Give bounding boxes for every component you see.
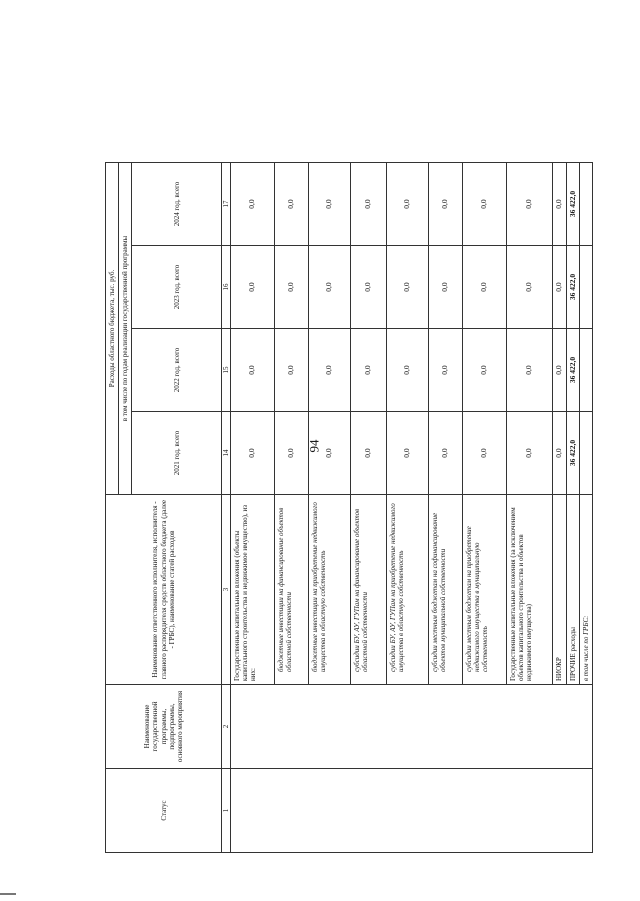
column-index: 17 — [222, 162, 231, 245]
value-cell: 0,0 — [553, 246, 567, 329]
row-label: НИОКР — [553, 495, 567, 685]
row-label: ПРОЧИЕ расходы — [566, 495, 580, 685]
value-cell: 0,0 — [507, 246, 553, 329]
year-header: 2024 год, всего — [132, 162, 222, 245]
budget-title-header: Расходы областного бюджета, тыс. руб. — [106, 162, 119, 494]
row-label: субсидии БУ, АУ, ГУПам на приобретение недвижимого имущества в областную собственность — [387, 495, 429, 685]
value-cell: 0,0 — [351, 246, 387, 329]
row-label: в том числе по ГРБС: — [580, 495, 593, 685]
value-cell — [580, 329, 593, 412]
value-cell: 0,0 — [507, 412, 553, 495]
row-label: субсидии БУ, АУ, ГУПам на финансирование объектов областной собственности — [351, 495, 387, 685]
value-cell: 0,0 — [463, 329, 507, 412]
value-cell: 0,0 — [387, 246, 429, 329]
row-label: бюджетные инвестиции на приобретение недвижимого имущества в областную собственность — [309, 495, 351, 685]
year-header: 2021 год, всего — [132, 412, 222, 495]
value-cell: 0,0 — [507, 162, 553, 245]
value-cell: 36 422,0 — [566, 162, 580, 245]
table-row — [231, 162, 275, 852]
value-cell: 0,0 — [275, 412, 309, 495]
value-cell: 0,0 — [429, 162, 463, 245]
column-index: 2 — [222, 685, 231, 769]
value-cell: 0,0 — [231, 329, 275, 412]
column-index-row — [222, 162, 231, 852]
value-cell: 0,0 — [553, 329, 567, 412]
page-number: 94 — [306, 439, 322, 453]
executor-header: Наименование ответственного исполнителя, исполнителя - главного распорядителя средств областного бюджета (далее - ГРБС), наименование статей расходов — [106, 495, 222, 685]
column-index: 1 — [222, 769, 231, 853]
budget-table — [105, 162, 593, 853]
value-cell: 0,0 — [351, 329, 387, 412]
value-cell: 0,0 — [429, 412, 463, 495]
column-index: 3 — [222, 495, 231, 685]
value-cell: 0,0 — [275, 162, 309, 245]
value-cell: 0,0 — [429, 329, 463, 412]
value-cell: 0,0 — [463, 162, 507, 245]
value-cell: 0,0 — [231, 162, 275, 245]
row-label: субсидии местным бюджетам на софинансирование объектов муниципальной собственности — [429, 495, 463, 685]
value-cell: 0,0 — [231, 246, 275, 329]
budget-subtitle-header: в том числе по годам реализации государственной программы — [119, 162, 132, 494]
header-row-1 — [106, 162, 119, 852]
value-cell: 0,0 — [507, 329, 553, 412]
row-label: бюджетные инвестиции на финансирование объектов областной собственности — [275, 495, 309, 685]
value-cell: 0,0 — [387, 412, 429, 495]
year-header: 2022 год, всего — [132, 329, 222, 412]
column-index: 15 — [222, 329, 231, 412]
row-label: Государственные капитальные вложения (за исключением объектов капитального строительства и объектов недвижимого имущества) — [507, 495, 553, 685]
value-cell: 0,0 — [309, 329, 351, 412]
value-cell: 0,0 — [351, 162, 387, 245]
status-header: Статус — [106, 769, 222, 853]
status-cell — [231, 769, 593, 853]
value-cell: 0,0 — [553, 412, 567, 495]
value-cell: 0,0 — [387, 162, 429, 245]
value-cell: 36 422,0 — [566, 246, 580, 329]
value-cell: 0,0 — [231, 412, 275, 495]
row-label: Государственные капитальные вложения (объекты капитального строительства и недвижимое имущество), из них: — [231, 495, 275, 685]
value-cell: 0,0 — [309, 412, 351, 495]
value-cell: 0,0 — [309, 246, 351, 329]
row-label: субсидии местным бюджетам на приобретение недвижимого имущества в муниципальную собственность — [463, 495, 507, 685]
year-header: 2023 год, всего — [132, 246, 222, 329]
value-cell: 0,0 — [309, 162, 351, 245]
value-cell: 0,0 — [463, 412, 507, 495]
value-cell: 0,0 — [387, 329, 429, 412]
program-cell — [231, 685, 593, 769]
value-cell — [580, 162, 593, 245]
program-name-header: Наименование государственной программы, подпрограммы, основного мероприятия — [106, 685, 222, 769]
scan-margin-mark — [0, 893, 16, 895]
value-cell: 36 422,0 — [566, 412, 580, 495]
value-cell: 0,0 — [351, 412, 387, 495]
column-index: 16 — [222, 246, 231, 329]
value-cell: 0,0 — [553, 162, 567, 245]
column-index: 14 — [222, 412, 231, 495]
value-cell — [580, 246, 593, 329]
value-cell: 0,0 — [275, 329, 309, 412]
value-cell: 0,0 — [275, 246, 309, 329]
value-cell: 36 422,0 — [566, 329, 580, 412]
value-cell: 0,0 — [463, 246, 507, 329]
value-cell — [580, 412, 593, 495]
value-cell: 0,0 — [429, 246, 463, 329]
rotated-table-container — [105, 163, 615, 853]
